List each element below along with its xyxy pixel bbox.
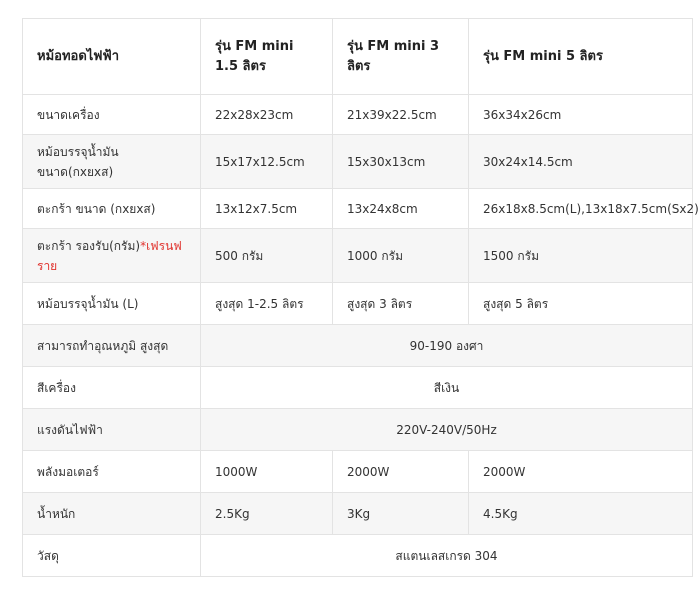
- row-label: พลังมอเตอร์: [23, 451, 201, 493]
- cell-value: 30x24x14.5cm: [469, 135, 693, 189]
- row-label: น้ำหนัก: [23, 493, 201, 535]
- cell-value: 2000W: [469, 451, 693, 493]
- header-row: [23, 19, 693, 95]
- cell-value: 1000W: [201, 451, 333, 493]
- row-label-line: ขนาด(กxยxส): [37, 164, 114, 179]
- cell-value-merged: สแตนเลสเกรด 304: [201, 535, 693, 577]
- row-label: [23, 229, 201, 283]
- cell-value: 15x30x13cm: [333, 135, 469, 189]
- table-row-power: [23, 451, 693, 493]
- table-row-capacity: [23, 229, 693, 283]
- table-row-material: [23, 535, 693, 577]
- row-label: สีเครื่อง: [23, 367, 201, 409]
- header-product: หม้อทอดไฟฟ้า: [23, 19, 201, 95]
- header-model-5: รุ่น FM mini 5 ลิตร: [469, 19, 693, 95]
- cell-value: สูงสุด 5 ลิตร: [469, 283, 693, 325]
- cell-value: 2000W: [333, 451, 469, 493]
- row-label: แรงดันไฟฟ้า: [23, 409, 201, 451]
- cell-value-merged: สีเงิน: [201, 367, 693, 409]
- table-row-weight: [23, 493, 693, 535]
- cell-value: สูงสุด 3 ลิตร: [333, 283, 469, 325]
- spec-table: [22, 18, 699, 577]
- table-row-temp: [23, 325, 693, 367]
- header-model-1-5: รุ่น FM mini 1.5 ลิตร: [201, 19, 333, 95]
- cell-value: 15x17x12.5cm: [201, 135, 333, 189]
- cell-value-merged: 90-190 องศา: [201, 325, 693, 367]
- cell-value: 26x18x8.5cm(L),13x18x7.5cm(Sx2): [469, 189, 693, 229]
- cell-value: 2.5Kg: [201, 493, 333, 535]
- cell-value: 500 กรัม: [201, 229, 333, 283]
- cell-value: 21x39x22.5cm: [333, 95, 469, 135]
- cell-value: 4.5Kg: [469, 493, 693, 535]
- row-label: ขนาดเครื่อง: [23, 95, 201, 135]
- row-label-main: ตะกร้า รองรับ(กรัม): [37, 238, 141, 253]
- row-label: ตะกร้า ขนาด (กxยxส): [23, 189, 201, 229]
- cell-value: 13x24x8cm: [333, 189, 469, 229]
- cell-value: 22x28x23cm: [201, 95, 333, 135]
- cell-value: 1500 กรัม: [469, 229, 693, 283]
- row-label: [23, 135, 201, 189]
- cell-value-merged: 220V-240V/50Hz: [201, 409, 693, 451]
- header-model-3: รุ่น FM mini 3 ลิตร: [333, 19, 469, 95]
- row-label-note: *เฟรนฟ ราย: [37, 238, 182, 273]
- table-row-size: [23, 95, 693, 135]
- table-row-pot: [23, 135, 693, 189]
- table-row-oil: [23, 283, 693, 325]
- table-row-color: [23, 367, 693, 409]
- cell-value: สูงสุด 1-2.5 ลิตร: [201, 283, 333, 325]
- row-label: หม้อบรรจุน้ำมัน (L): [23, 283, 201, 325]
- cell-value: 1000 กรัม: [333, 229, 469, 283]
- cell-value: 13x12x7.5cm: [201, 189, 333, 229]
- row-label: สามารถทำอุณหภูมิ สูงสุด: [23, 325, 201, 367]
- cell-value: 36x34x26cm: [469, 95, 693, 135]
- cell-value: 3Kg: [333, 493, 469, 535]
- table-row-voltage: [23, 409, 693, 451]
- row-label-line: หม้อบรรจุน้ำมัน: [37, 144, 119, 159]
- row-label: วัสดุ: [23, 535, 201, 577]
- table-row-basket: [23, 189, 693, 229]
